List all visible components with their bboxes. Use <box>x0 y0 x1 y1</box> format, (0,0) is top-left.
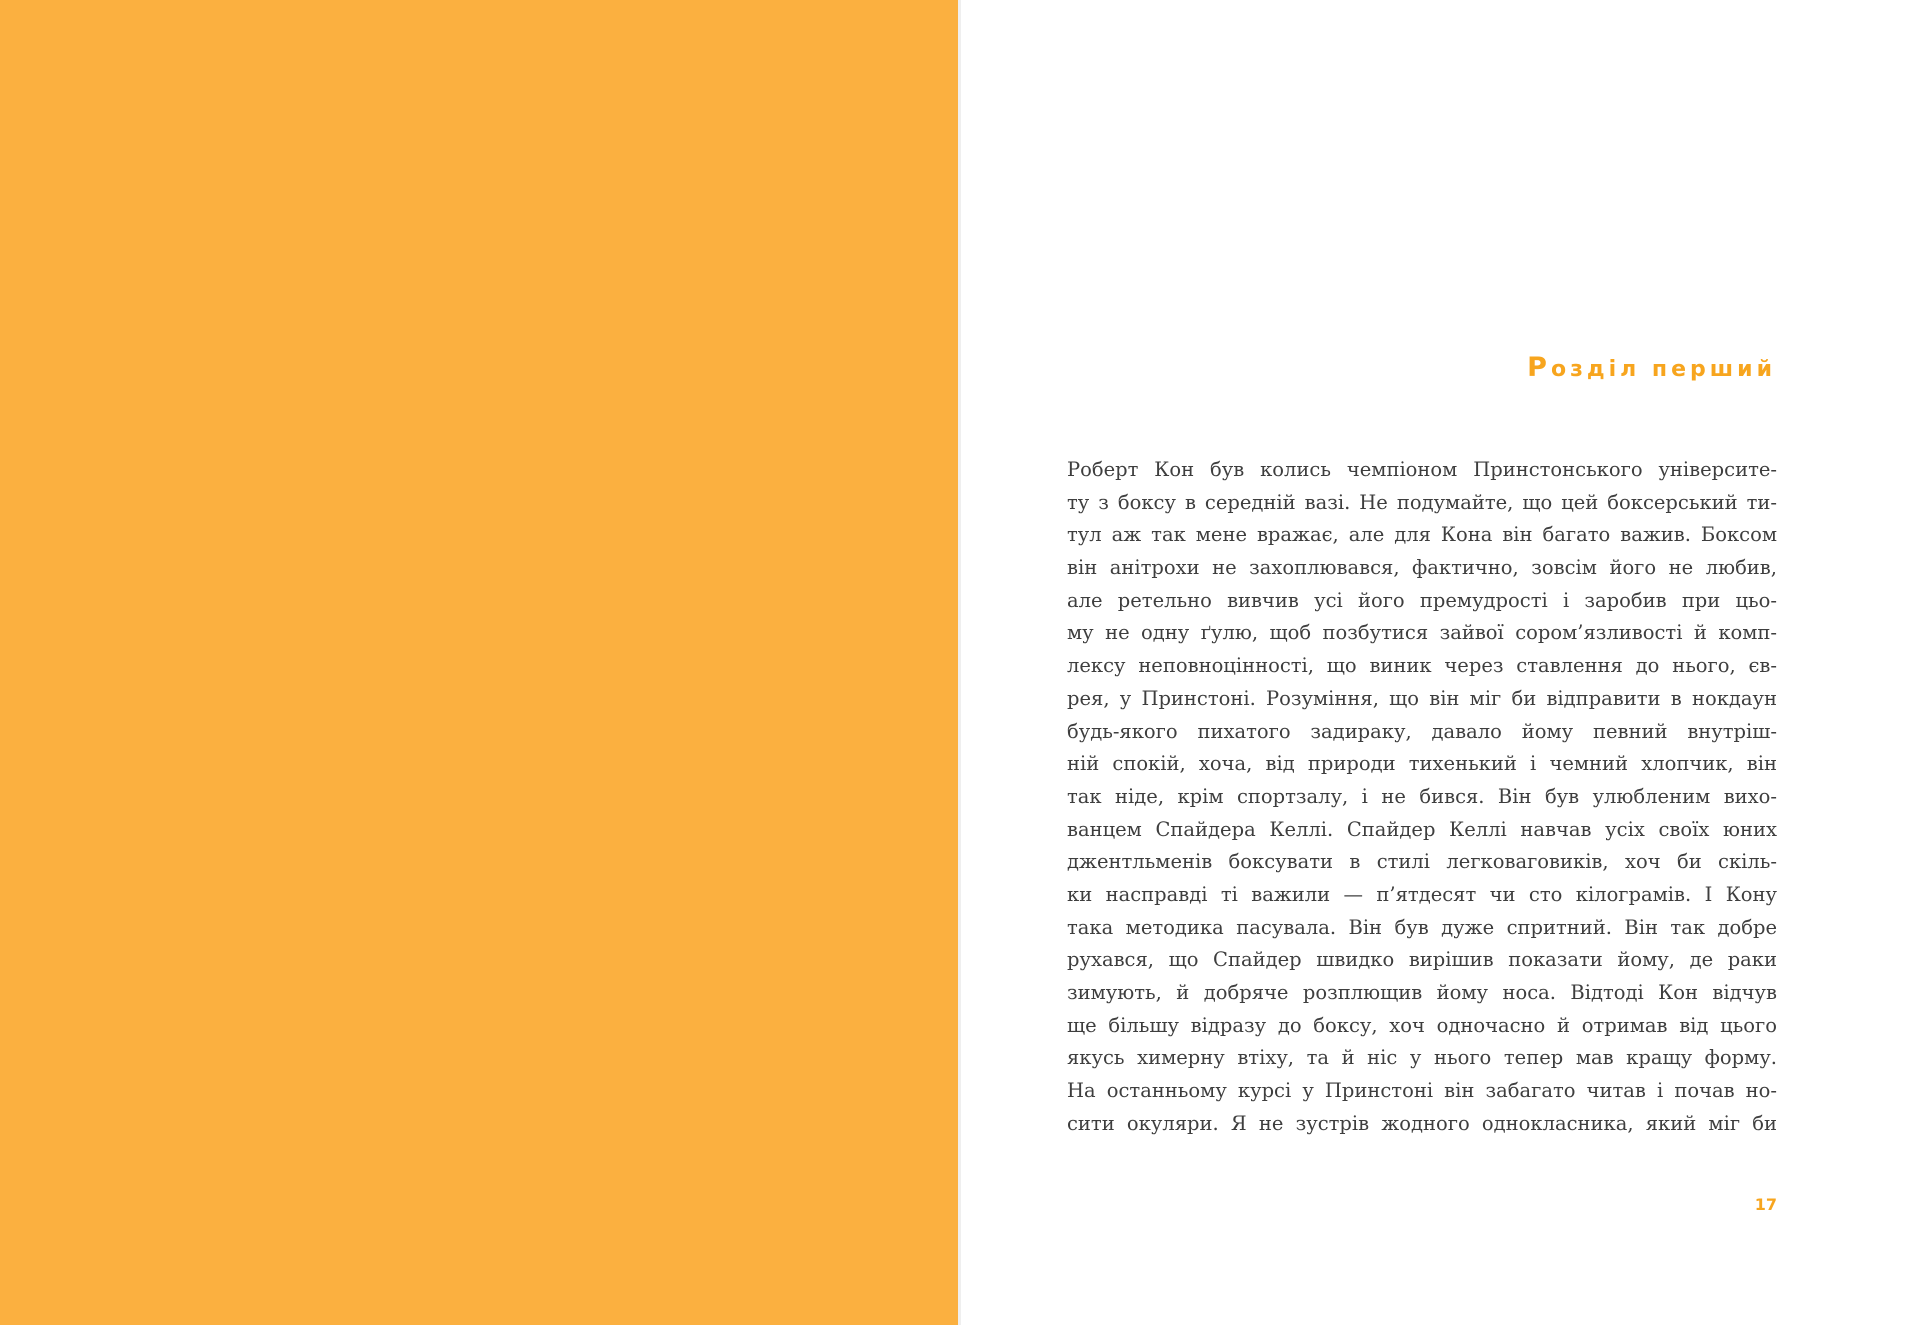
text-line: будь-якого пихатого задираку, давало йому певний внутріш- <box>1067 719 1777 743</box>
text-line: так ніде, крім спортзалу, і не бився. Він був улюбленим вихо- <box>1067 784 1777 808</box>
text-line: ту з боксу в середній вазі. Не подумайте, що цей боксерський ти- <box>1067 490 1777 514</box>
text-line: ванцем Спайдера Келлі. Спайдер Келлі навчав усіх своїх юних <box>1067 817 1777 841</box>
text-line: ки насправді ті важили — п’ятдесят чи сто кілограмів. І Кону <box>1067 882 1777 906</box>
left-page-color-block <box>0 0 958 1325</box>
text-line: сити окуляри. Я не зустрів жодного однокласника, який міг би <box>1067 1111 1777 1135</box>
text-line: він анітрохи не захоплювався, фактично, зовсім його не любив, <box>1067 556 1777 580</box>
text-line: Роберт Кон був колись чемпіоном Принстонського університе- <box>1067 458 1777 481</box>
text-line: рухався, що Спайдер швидко вирішив показати йому, де раки <box>1067 948 1777 972</box>
text-line: якусь химерну втіху, та й ніс у нього тепер мав кращу форму. <box>1067 1046 1777 1070</box>
chapter-title-initial: Р <box>1527 352 1551 383</box>
right-page <box>961 0 1920 1325</box>
text-line: На останньому курсі у Принстоні він забагато читав і почав но- <box>1067 1079 1777 1103</box>
text-line: тул аж так мене вражає, але для Кона він багато важив. Боксом <box>1067 523 1777 547</box>
text-line: рея, у Принстоні. Розуміння, що він міг би відправити в нокдаун <box>1067 686 1777 710</box>
text-line: але ретельно вивчив усі його премудрості і заробив при цьо- <box>1067 588 1777 612</box>
text-line: така методика пасувала. Він був дуже спритний. Він так добре <box>1067 915 1777 939</box>
chapter-title-rest: озділ перший <box>1550 357 1776 382</box>
chapter-title <box>1527 352 1776 383</box>
text-line: джентльменів боксувати в стилі легковаговиків, хоч би скіль- <box>1067 850 1777 874</box>
text-line: ній спокій, хоча, від природи тихенький і чемний хлопчик, він <box>1067 752 1777 776</box>
text-line: ще більшу відразу до боксу, хоч одночасно й отримав від цього <box>1067 1013 1777 1037</box>
text-line: лексу неповноцінності, що виник через ставлення до нього, єв- <box>1067 654 1777 678</box>
text-line: зимують, й добряче розплющив йому носа. Відтоді Кон відчув <box>1067 981 1777 1004</box>
chapter-body-text <box>1067 454 1777 1140</box>
page-number: 17 <box>1754 1195 1777 1214</box>
text-line: му не одну ґулю, щоб позбутися зайвої сором’язливості й комп- <box>1067 621 1777 645</box>
